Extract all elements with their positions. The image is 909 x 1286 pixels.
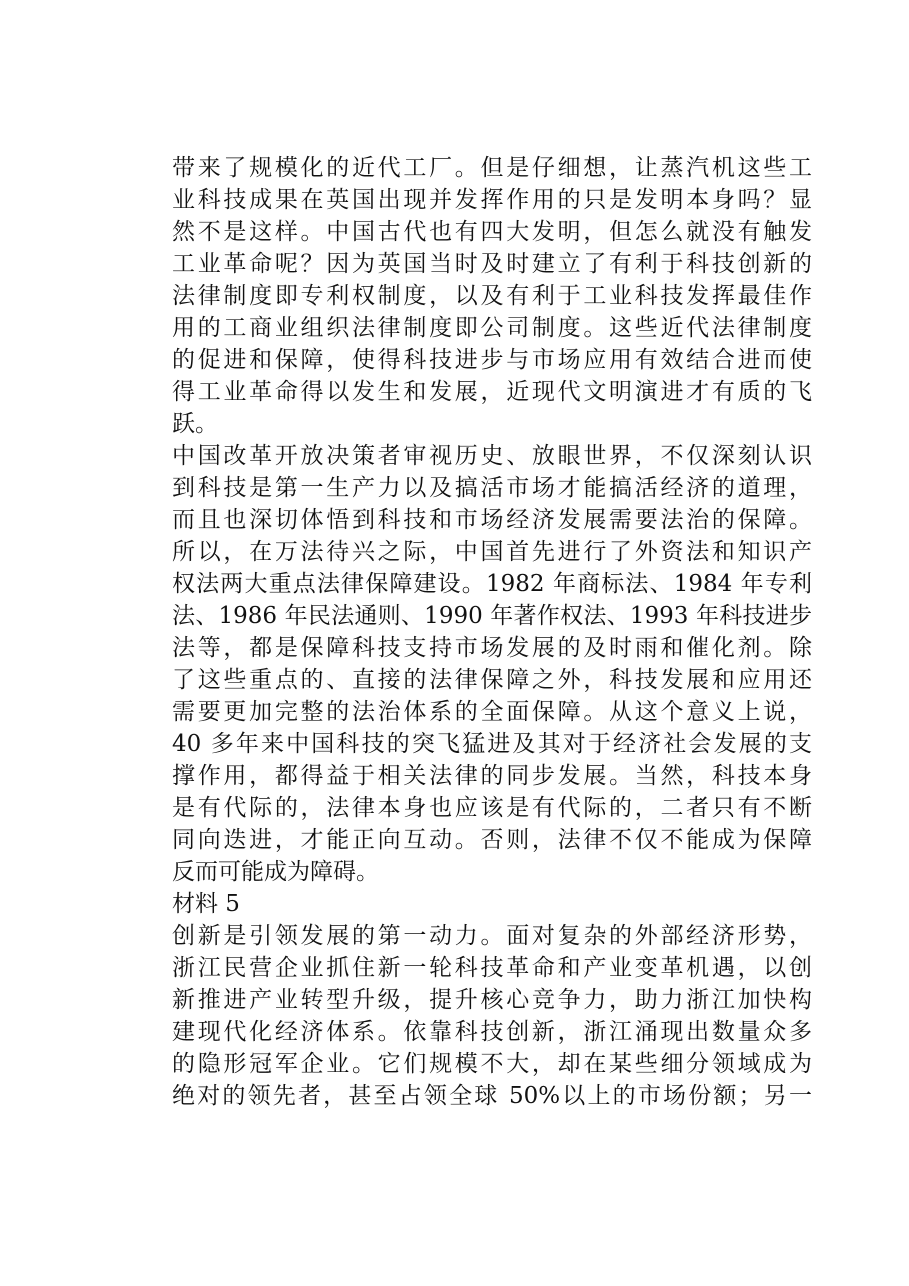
text-line: 法律制度即专利权制度，以及有利于工业科技发挥最佳作 [172, 283, 812, 309]
text-line: 的促进和保障，使得科技进步与市场应用有效结合进而使 [172, 347, 812, 373]
text-line: 然不是这样。中国古代也有四大发明，但怎么就没有触发 [172, 219, 812, 245]
text-line: 到科技是第一生产力以及搞活市场才能搞活经济的道理， [172, 475, 812, 501]
text-line: 撑作用，都得益于相关法律的同步发展。当然，科技本身 [172, 763, 812, 789]
text-line: 同向迭进，才能正向互动。否则，法律不仅不能成为保障 [172, 827, 812, 853]
text-line: 得工业革命得以发生和发展，近现代文明演进才有质的飞 [172, 379, 812, 405]
body-text [172, 152, 812, 1112]
text-line: 中国改革开放决策者审视历史、放眼世界，不仅深刻认识 [172, 443, 812, 469]
text-line: 权法两大重点法律保障建设。1982 年商标法、1984 年专利 [172, 571, 812, 597]
text-line: 法、1986 年民法通则、1990 年著作权法、1993 年科技进步 [172, 603, 812, 629]
text-line: 绝对的领先者，甚至占领全球 50%以上的市场份额；另一 [172, 1083, 812, 1109]
text-line: 跃。 [172, 411, 218, 437]
text-line: 工业革命呢？因为英国当时及时建立了有利于科技创新的 [172, 251, 812, 277]
section-heading: 材料 5 [172, 891, 240, 917]
text-line: 需要更加完整的法治体系的全面保障。从这个意义上说， [172, 699, 812, 725]
text-line: 创新是引领发展的第一动力。面对复杂的外部经济形势， [172, 923, 812, 949]
text-line: 业科技成果在英国出现并发挥作用的只是发明本身吗？显 [172, 187, 812, 213]
text-line: 法等，都是保障科技支持市场发展的及时雨和催化剂。除 [172, 635, 812, 661]
text-line: 的隐形冠军企业。它们规模不大，却在某些细分领域成为 [172, 1051, 812, 1077]
text-line: 40 多年来中国科技的突飞猛进及其对于经济社会发展的支 [172, 731, 812, 757]
text-line: 用的工商业组织法律制度即公司制度。这些近代法律制度 [172, 315, 812, 341]
text-line: 带来了规模化的近代工厂。但是仔细想，让蒸汽机这些工 [172, 155, 812, 181]
text-line: 建现代化经济体系。依靠科技创新，浙江涌现出数量众多 [172, 1019, 812, 1045]
text-line: 新推进产业转型升级，提升核心竞争力，助力浙江加快构 [172, 987, 812, 1013]
text-line: 所以，在万法待兴之际，中国首先进行了外资法和知识产 [172, 539, 812, 565]
text-line: 而且也深切体悟到科技和市场经济发展需要法治的保障。 [172, 507, 812, 533]
text-line: 浙江民营企业抓住新一轮科技革命和产业变革机遇，以创 [172, 955, 812, 981]
text-line: 反而可能成为障碍。 [172, 859, 379, 885]
text-line: 了这些重点的、直接的法律保障之外，科技发展和应用还 [172, 667, 812, 693]
text-line: 是有代际的，法律本身也应该是有代际的，二者只有不断 [172, 795, 812, 821]
